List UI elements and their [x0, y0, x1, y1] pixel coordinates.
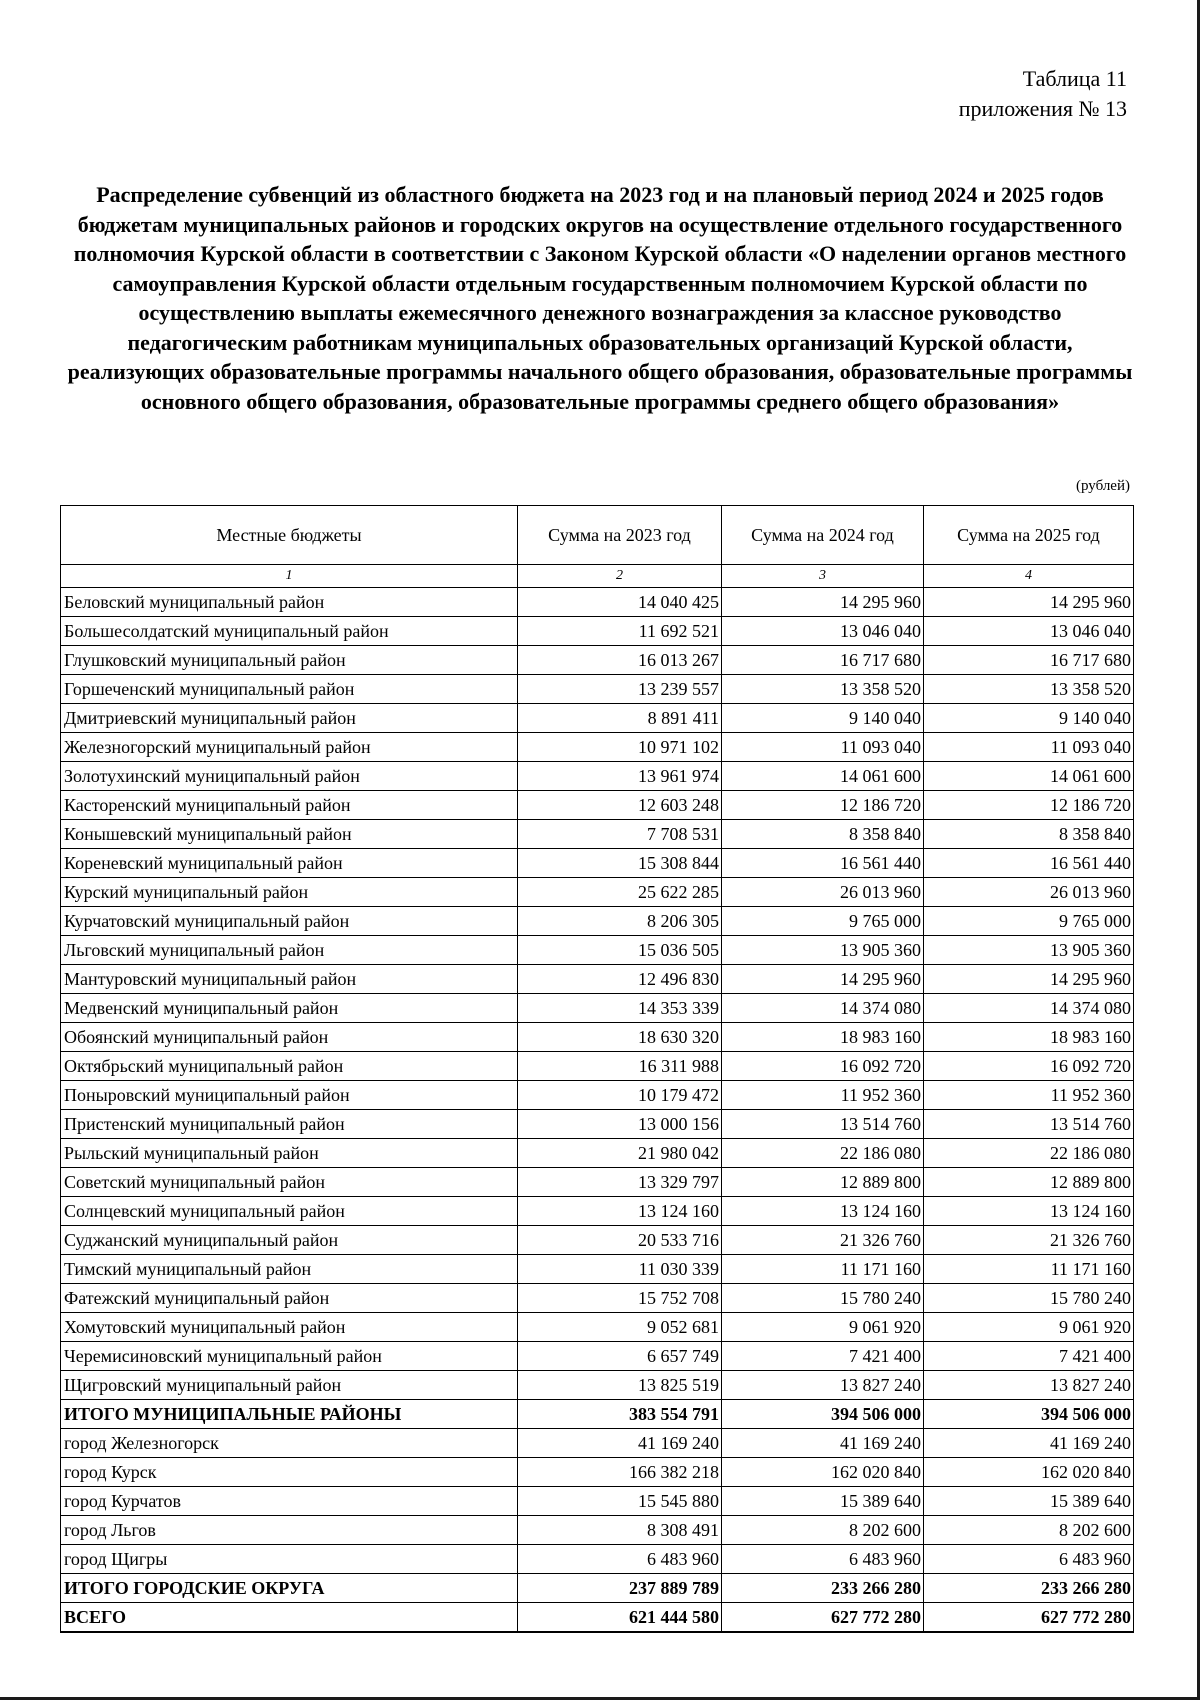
row-name-cell: Железногорский муниципальный район: [61, 733, 518, 762]
row-value-2024: 9 140 040: [722, 704, 924, 733]
table-row: [61, 704, 1134, 733]
row-value-2024: 13 905 360: [722, 936, 924, 965]
table-row: [61, 1081, 1134, 1110]
row-value-2023: 25 622 285: [518, 878, 722, 907]
row-value-2024: 8 202 600: [722, 1516, 924, 1545]
table-row: [61, 1023, 1134, 1052]
row-name-cell: город Льгов: [61, 1516, 518, 1545]
column-number: 4: [924, 565, 1134, 588]
row-value-2025: 15 780 240: [924, 1284, 1134, 1313]
table-row: [61, 675, 1134, 704]
row-value-2025: 7 421 400: [924, 1342, 1134, 1371]
row-value-2025: 9 061 920: [924, 1313, 1134, 1342]
row-value-2024: 12 186 720: [722, 791, 924, 820]
table-label: Таблица 11: [1022, 66, 1127, 91]
row-name-cell: Касторенский муниципальный район: [61, 791, 518, 820]
row-value-2024: 9 765 000: [722, 907, 924, 936]
row-value-2023: 13 961 974: [518, 762, 722, 791]
row-value-2023: 13 124 160: [518, 1197, 722, 1226]
row-value-2023: 621 444 580: [518, 1603, 722, 1633]
table-row: [61, 1139, 1134, 1168]
row-value-2025: 16 092 720: [924, 1052, 1134, 1081]
row-value-2024: 7 421 400: [722, 1342, 924, 1371]
row-value-2023: 6 483 960: [518, 1545, 722, 1574]
row-value-2024: 14 295 960: [722, 965, 924, 994]
row-value-2024: 16 717 680: [722, 646, 924, 675]
row-value-2025: 627 772 280: [924, 1603, 1134, 1633]
row-name-cell: Пристенский муниципальный район: [61, 1110, 518, 1139]
row-value-2023: 166 382 218: [518, 1458, 722, 1487]
row-value-2023: 237 889 789: [518, 1574, 722, 1603]
row-value-2023: 21 980 042: [518, 1139, 722, 1168]
row-name-cell: Хомутовский муниципальный район: [61, 1313, 518, 1342]
row-value-2023: 15 545 880: [518, 1487, 722, 1516]
row-value-2025: 162 020 840: [924, 1458, 1134, 1487]
row-value-2025: 41 169 240: [924, 1429, 1134, 1458]
row-value-2024: 16 092 720: [722, 1052, 924, 1081]
table-row: [61, 1255, 1134, 1284]
row-value-2025: 22 186 080: [924, 1139, 1134, 1168]
row-name-cell: Октябрьский муниципальный район: [61, 1052, 518, 1081]
row-name-cell: Горшеченский муниципальный район: [61, 675, 518, 704]
row-name-cell: Рыльский муниципальный район: [61, 1139, 518, 1168]
row-value-2024: 13 046 040: [722, 617, 924, 646]
row-value-2024: 14 295 960: [722, 588, 924, 617]
row-value-2023: 20 533 716: [518, 1226, 722, 1255]
appendix-label: приложения № 13: [958, 96, 1127, 121]
table-row: [61, 849, 1134, 878]
row-value-2025: 9 140 040: [924, 704, 1134, 733]
row-value-2023: 13 825 519: [518, 1371, 722, 1400]
row-value-2025: 11 171 160: [924, 1255, 1134, 1284]
table-row: [61, 1110, 1134, 1139]
row-value-2023: 10 971 102: [518, 733, 722, 762]
row-name-cell: Тимский муниципальный район: [61, 1255, 518, 1284]
table-row: [61, 1371, 1134, 1400]
table-total-row: [61, 1574, 1134, 1603]
row-name-cell: Дмитриевский муниципальный район: [61, 704, 518, 733]
row-value-2025: 13 358 520: [924, 675, 1134, 704]
row-value-2023: 8 308 491: [518, 1516, 722, 1545]
row-value-2025: 16 717 680: [924, 646, 1134, 675]
table-body: [61, 588, 1134, 1633]
row-value-2024: 16 561 440: [722, 849, 924, 878]
row-name-cell: Советский муниципальный район: [61, 1168, 518, 1197]
table-row: [61, 646, 1134, 675]
column-number: 1: [61, 565, 518, 588]
row-value-2025: 13 124 160: [924, 1197, 1134, 1226]
table-total-row: [61, 1400, 1134, 1429]
table-header-row: [61, 506, 1134, 565]
table-row: [61, 820, 1134, 849]
table-row: [61, 1168, 1134, 1197]
table-row: [61, 1052, 1134, 1081]
row-name-cell: город Щигры: [61, 1545, 518, 1574]
row-value-2024: 394 506 000: [722, 1400, 924, 1429]
row-value-2024: 14 374 080: [722, 994, 924, 1023]
table-row: [61, 878, 1134, 907]
row-value-2025: 13 514 760: [924, 1110, 1134, 1139]
row-value-2024: 13 514 760: [722, 1110, 924, 1139]
row-value-2023: 6 657 749: [518, 1342, 722, 1371]
table-row: [61, 1458, 1134, 1487]
row-value-2025: 394 506 000: [924, 1400, 1134, 1429]
table-row: [61, 1516, 1134, 1545]
row-name-cell: ИТОГО ГОРОДСКИЕ ОКРУГА: [61, 1574, 518, 1603]
row-value-2025: 233 266 280: [924, 1574, 1134, 1603]
row-value-2024: 6 483 960: [722, 1545, 924, 1574]
row-value-2024: 18 983 160: [722, 1023, 924, 1052]
row-name-cell: Курчатовский муниципальный район: [61, 907, 518, 936]
row-name-cell: Кореневский муниципальный район: [61, 849, 518, 878]
row-value-2023: 41 169 240: [518, 1429, 722, 1458]
row-value-2024: 233 266 280: [722, 1574, 924, 1603]
budget-table: [60, 505, 1134, 1633]
column-header-2023: Сумма на 2023 год: [518, 506, 722, 565]
row-value-2024: 12 889 800: [722, 1168, 924, 1197]
row-value-2025: 14 374 080: [924, 994, 1134, 1023]
row-value-2025: 8 202 600: [924, 1516, 1134, 1545]
table-total-row: [61, 1603, 1134, 1633]
table-row: [61, 1429, 1134, 1458]
row-value-2025: 16 561 440: [924, 849, 1134, 878]
row-value-2024: 21 326 760: [722, 1226, 924, 1255]
row-value-2025: 13 905 360: [924, 936, 1134, 965]
column-header-budgets: Местные бюджеты: [61, 506, 518, 565]
row-value-2025: 14 061 600: [924, 762, 1134, 791]
row-value-2025: 12 186 720: [924, 791, 1134, 820]
row-value-2025: 13 046 040: [924, 617, 1134, 646]
row-value-2023: 16 013 267: [518, 646, 722, 675]
row-value-2025: 6 483 960: [924, 1545, 1134, 1574]
row-value-2025: 18 983 160: [924, 1023, 1134, 1052]
row-value-2024: 13 827 240: [722, 1371, 924, 1400]
column-number-row: [61, 565, 1134, 588]
row-value-2024: 11 171 160: [722, 1255, 924, 1284]
row-value-2025: 11 952 360: [924, 1081, 1134, 1110]
row-name-cell: Суджанский муниципальный район: [61, 1226, 518, 1255]
row-value-2023: 16 311 988: [518, 1052, 722, 1081]
row-name-cell: Золотухинский муниципальный район: [61, 762, 518, 791]
row-value-2024: 11 952 360: [722, 1081, 924, 1110]
row-value-2023: 8 891 411: [518, 704, 722, 733]
row-value-2023: 15 308 844: [518, 849, 722, 878]
table-row: [61, 791, 1134, 820]
row-name-cell: Льговский муниципальный район: [61, 936, 518, 965]
row-name-cell: Фатежский муниципальный район: [61, 1284, 518, 1313]
row-value-2023: 12 496 830: [518, 965, 722, 994]
row-value-2025: 21 326 760: [924, 1226, 1134, 1255]
row-value-2024: 26 013 960: [722, 878, 924, 907]
row-name-cell: Курский муниципальный район: [61, 878, 518, 907]
row-value-2023: 15 752 708: [518, 1284, 722, 1313]
table-row: [61, 1197, 1134, 1226]
row-value-2024: 162 020 840: [722, 1458, 924, 1487]
document-header: [959, 64, 1127, 124]
row-name-cell: Беловский муниципальный район: [61, 588, 518, 617]
row-name-cell: Медвенский муниципальный район: [61, 994, 518, 1023]
table-row: [61, 907, 1134, 936]
row-name-cell: город Курск: [61, 1458, 518, 1487]
row-value-2023: 13 000 156: [518, 1110, 722, 1139]
row-name-cell: ИТОГО МУНИЦИПАЛЬНЫЕ РАЙОНЫ: [61, 1400, 518, 1429]
row-value-2025: 8 358 840: [924, 820, 1134, 849]
table-row: [61, 588, 1134, 617]
column-number: 3: [722, 565, 924, 588]
column-header-2025: Сумма на 2025 год: [924, 506, 1134, 565]
row-value-2025: 26 013 960: [924, 878, 1134, 907]
column-header-2024: Сумма на 2024 год: [722, 506, 924, 565]
table-row: [61, 965, 1134, 994]
row-value-2024: 9 061 920: [722, 1313, 924, 1342]
row-value-2024: 15 780 240: [722, 1284, 924, 1313]
row-value-2025: 15 389 640: [924, 1487, 1134, 1516]
row-value-2023: 11 030 339: [518, 1255, 722, 1284]
table-row: [61, 1545, 1134, 1574]
row-value-2024: 13 124 160: [722, 1197, 924, 1226]
row-name-cell: Щигровский муниципальный район: [61, 1371, 518, 1400]
row-name-cell: Глушковский муниципальный район: [61, 646, 518, 675]
row-value-2024: 14 061 600: [722, 762, 924, 791]
row-name-cell: Конышевский муниципальный район: [61, 820, 518, 849]
row-name-cell: Обоянский муниципальный район: [61, 1023, 518, 1052]
row-value-2023: 383 554 791: [518, 1400, 722, 1429]
row-value-2025: 12 889 800: [924, 1168, 1134, 1197]
row-name-cell: Мантуровский муниципальный район: [61, 965, 518, 994]
row-name-cell: Большесолдатский муниципальный район: [61, 617, 518, 646]
table-row: [61, 1226, 1134, 1255]
row-name-cell: Солнцевский муниципальный район: [61, 1197, 518, 1226]
row-value-2023: 10 179 472: [518, 1081, 722, 1110]
row-value-2023: 13 239 557: [518, 675, 722, 704]
column-number: 2: [518, 565, 722, 588]
row-value-2024: 8 358 840: [722, 820, 924, 849]
row-value-2023: 12 603 248: [518, 791, 722, 820]
row-value-2023: 7 708 531: [518, 820, 722, 849]
document-title: Распределение субвенций из областного бюджета на 2023 год и на плановый период 2024 и 2025 годов бюджетам муниципальных районов и городских округов на осуществление отдельного государственного полномочия Курской области в соответствии с Законом Курской области «О наделении органов местного самоуправления Курской области отдельным государственным полномочием Курской области по осуществлению выплаты ежемесячного денежного вознаграждения за классное руководство педагогическим работникам муниципальных образовательных организаций Курской области, реализующих образовательные программы начального общего образования, образовательные программы основного общего образования, образовательные программы среднего общего образования»: [67, 182, 1133, 414]
row-value-2023: 13 329 797: [518, 1168, 722, 1197]
row-name-cell: Поныровский муниципальный район: [61, 1081, 518, 1110]
row-value-2023: 11 692 521: [518, 617, 722, 646]
row-value-2023: 9 052 681: [518, 1313, 722, 1342]
table-row: [61, 1313, 1134, 1342]
table-row: [61, 733, 1134, 762]
row-name-cell: город Железногорск: [61, 1429, 518, 1458]
row-value-2023: 15 036 505: [518, 936, 722, 965]
row-value-2024: 15 389 640: [722, 1487, 924, 1516]
row-value-2025: 13 827 240: [924, 1371, 1134, 1400]
row-value-2023: 14 040 425: [518, 588, 722, 617]
row-value-2025: 9 765 000: [924, 907, 1134, 936]
table-row: [61, 1342, 1134, 1371]
table-row: [61, 617, 1134, 646]
row-value-2025: 14 295 960: [924, 965, 1134, 994]
row-value-2025: 14 295 960: [924, 588, 1134, 617]
row-value-2024: 41 169 240: [722, 1429, 924, 1458]
row-name-cell: ВСЕГО: [61, 1603, 518, 1633]
row-value-2024: 22 186 080: [722, 1139, 924, 1168]
row-value-2025: 11 093 040: [924, 733, 1134, 762]
table-row: [61, 762, 1134, 791]
units-label: (рублей): [1075, 478, 1130, 494]
row-value-2023: 18 630 320: [518, 1023, 722, 1052]
table-row: [61, 994, 1134, 1023]
table-row: [61, 936, 1134, 965]
row-value-2024: 11 093 040: [722, 733, 924, 762]
table-row: [61, 1284, 1134, 1313]
row-value-2024: 627 772 280: [722, 1603, 924, 1633]
table-row: [61, 1487, 1134, 1516]
row-name-cell: Черемисиновский муниципальный район: [61, 1342, 518, 1371]
row-value-2024: 13 358 520: [722, 675, 924, 704]
row-value-2023: 14 353 339: [518, 994, 722, 1023]
row-value-2023: 8 206 305: [518, 907, 722, 936]
row-name-cell: город Курчатов: [61, 1487, 518, 1516]
